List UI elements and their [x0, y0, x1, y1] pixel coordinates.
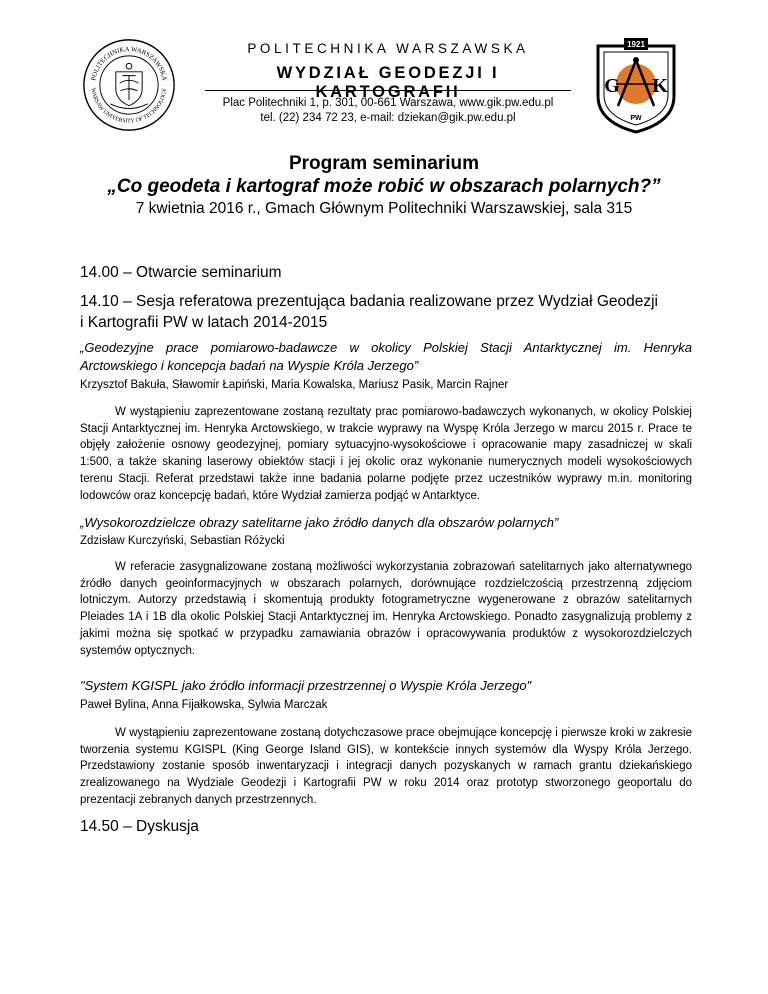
program-title: Program seminarium: [288, 153, 480, 174]
talk-authors: Krzysztof Bakuła, Sławomir Łapiński, Maria Kowalska, Mariusz Pasik, Marcin Rajner: [80, 379, 509, 391]
schedule-opening: 14.00 – Otwarcie seminarium: [80, 264, 282, 281]
talk-abstract: W wystąpieniu zaprezentowane zostaną dotychczasowe prace obejmujące koncepcję i pierwsze kroki w zakresie tworzenia systemu KGISPL (King George Island GIS), w kontekście innych systemów dla Wyspy Króla Jerzego. Przedstawiony zostanie sposób inwentaryzacji i integracji danych pozyskanych w ramach grantu dziekańskiego zrealizowanego na Wydziale Geodezji i Kartografii PW w roku 2014 oraz prototyp stworzonego geoportalu do prezentacji zebranych danych przestrzennych.: [80, 727, 692, 806]
logo-letter-g: G: [604, 75, 620, 97]
gik-faculty-logo-icon: [590, 36, 682, 136]
logo-letter-k: K: [652, 75, 668, 97]
schedule-session: [80, 291, 690, 333]
talk-title: „Geodezyjne prace pomiarowo-badawcze w okolicy Polskiej Stacji Antarktycznej im. Henryka Arctowskiego i koncepcja badań na Wyspie Króla Jerzego”: [80, 340, 692, 373]
logo-year: 1921: [627, 40, 645, 49]
talk-title: „Wysokorozdzielcze obrazy satelitarne jako źródło danych dla obszarów polarnych”: [80, 515, 559, 530]
talk-authors: Zdzisław Kurczyński, Sebastian Różycki: [80, 535, 285, 547]
seal-top-text: POLITECHNIKA WARSZAWSKA: [90, 46, 168, 82]
address-line: Plac Politechniki 1, p. 301, 00-661 Warszawa, www.gik.pw.edu.pl: [222, 97, 554, 109]
program-date-location: 7 kwietnia 2016 r., Gmach Głównym Politechniki Warszawskiej, sala 315: [135, 200, 633, 217]
contact-line: tel. (22) 234 72 23, e-mail: dziekan@gik.pw.edu.pl: [260, 112, 516, 124]
schedule-discussion: 14.50 – Dyskusja: [80, 818, 199, 835]
seal-bottom-text: WARSAW UNIVERSITY OF TECHNOLOGY: [89, 87, 169, 125]
logo-bottom-text: PW: [630, 115, 642, 122]
faculty-name: WYDZIAŁ GEODEZJI I KARTOGRAFII: [276, 64, 500, 101]
talk-authors: Paweł Bylina, Anna Fijałkowska, Sylwia Marczak: [80, 699, 328, 711]
program-subtitle: „Co geodeta i kartograf może robić w obszarach polarnych?”: [107, 176, 661, 197]
talk-title: "System KGISPL jako źródło informacji przestrzennej o Wyspie Króla Jerzego": [80, 678, 532, 693]
schedule-session-line2: i Kartografii PW w latach 2014-2015: [80, 314, 328, 331]
schedule-session-line1: 14.10 – Sesja referatowa prezentująca badania realizowane przez Wydział Geodezji: [80, 293, 659, 310]
talk-abstract: W referacie zasygnalizowane zostaną możliwości wykorzystania zobrazowań satelitarnych jako alternatywnego źródło danych geoinformacyjnych w obszarach polarnych, dorównujące rozdzielczością przestrzenną zdjęciom lotniczym. Autorzy przedstawią i skomentują produkty fotogrametryczne wygenerowane z obrazów satelitarnych Pleiades 1A i 1B dla okolic Polskiej Stacji Antarktycznej im. Henryka Arctowskiego. Ponadto zasygnalizują problemy z jakimi można się spotkać w przypadku zamawiania obrazów i opracowywania produktów z wysokorozdzielczych systemów optycznych.: [80, 561, 692, 657]
institution-name: POLITECHNIKA WARSZAWSKA: [247, 41, 529, 56]
university-seal-icon: [82, 38, 176, 132]
header-divider: [205, 90, 571, 91]
talk-abstract: W wystąpieniu zaprezentowane zostaną rezultaty prac pomiarowo-badawczych wykonanych, w okolicy Polskiej Stacji Antarktycznej im. Henryka Arctowskiego, w trakcie wyprawy na Wyspę Króla Jerzego w marcu 2015 r. Prace te objęły założenie osnowy geodezyjnej, pomiary sytuacyjno-wysokościowe i opracowanie mapy zasadniczej w skali 1:500, a także skaning laserowy obiektów stacji i jej okolic oraz wykonanie numerycznych modeli wysokościowych terenu Stacji. Referat przedstawi także inne badania polarne podjęte przez uczestników wyprawy m.in. monitoring lodowców oraz koncepcję badań, które Wydział zamierza podjąć w Antarktyce.: [80, 406, 692, 502]
